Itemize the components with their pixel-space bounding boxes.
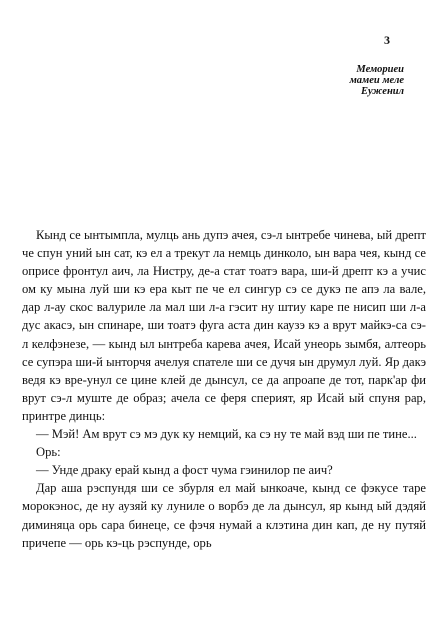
paragraph: — Унде драку ерай кынд а фост чума гэинилор пе аич? — [36, 463, 333, 478]
dedication — [350, 64, 404, 97]
dedication-line: Мемориеи — [356, 64, 404, 75]
body-text — [22, 226, 426, 552]
paragraph: Дар аша рэспундя ши се збурля ел май ынкоаче, кынд се фэкусе таре морокэнос, де ну аузяй ку луниле о ворбэ де ла дынсул, яр кынд ый дэдяй диминяца орь сара бинеце, се фэчя нумай а клэтина дин кап, де ну путяй причепе — орь кэ-ць рэспунде, орь — [22, 481, 426, 550]
dedication-line: Eуженил — [361, 86, 404, 97]
page-number: 3 — [384, 33, 390, 47]
paragraph: Кынд се ынтымпла, мулць ань дупэ ачея, сэ-л ынтребе чинева, ый дрепт че спун уний ын сат, кэ ел а трекут ла немць динколо, ын вара чея, кынд се оприсе фронтул аич, ла Нистру, де-а стат тоатэ вара, ши-й дрепт кэ а учис ом ку мына луй ши кэ ера кыт пе че ел сингур сэ се дукэ пе апэ ла вале, дар л-ау скос валуриле ла мал ши л-а гэсит ну штиу каре пе нисип ши л-а дус акасэ, ын спинаре, ши тоатэ фуга аста дин каузэ кэ а врут майкэ-са сэ-л келфэнезе, — кынд ыл ынтреба карева ачея, Исай унеорь зымбя, алтеорь се супэра ши-й ынторчя ачелуя спателе ши се дучя ын друмул луй. Яр дакэ ведя кэ вре-унул се цине клей де дынсул, се да апроапе де тот, парк'ар фи врут сэ-л муште де образ; ачела се феря сперият, яр Исай ый спуня рар, принтре динць: — [22, 228, 426, 423]
paragraph: — Мэй! Ам врут сэ мэ дук ку немций, ка сэ ну те май вэд ши пе тине... — [36, 427, 417, 442]
paragraph: Орь: — [36, 445, 61, 460]
dedication-line: мамеи меле — [349, 75, 404, 86]
